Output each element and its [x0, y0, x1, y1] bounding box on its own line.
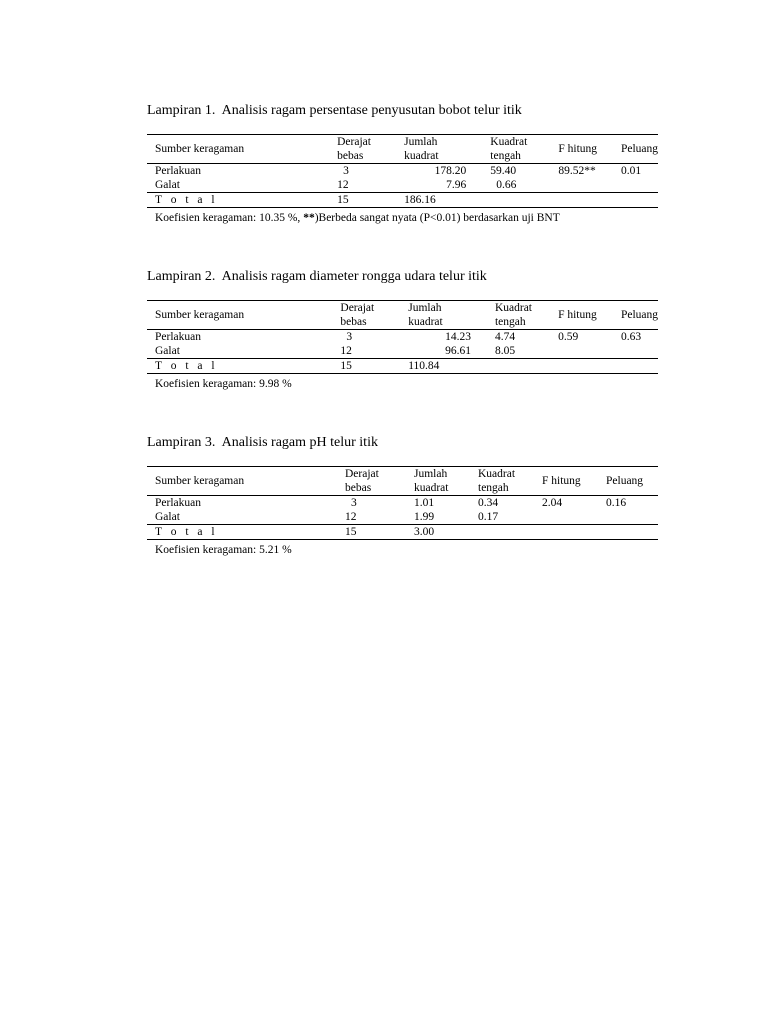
header-ss: [404, 135, 490, 164]
cell-df: 3: [343, 165, 349, 177]
cell-source: Perlakuan: [155, 165, 201, 177]
anova-table: [147, 300, 658, 374]
table-row: [147, 510, 658, 525]
total-label: T o t a l: [155, 526, 218, 538]
table-title: Lampiran 1. Analisis ragam persentase penyusutan bobot telur itik: [147, 103, 522, 118]
header-f: F hitung: [542, 475, 581, 487]
total-label: T o t a l: [155, 194, 218, 206]
header-ms: [495, 301, 558, 330]
cell-ss: 14.23: [445, 331, 471, 343]
cell-ms: 4.74: [494, 331, 516, 343]
anova-table: [147, 466, 658, 540]
cell-ms: 0.17: [478, 511, 499, 523]
total-ss: 110.84: [408, 360, 440, 372]
header-ms-line1: Kuadrat: [478, 468, 516, 480]
cell-df: 12: [337, 179, 349, 191]
total-df: 15: [345, 526, 357, 538]
cell-p: 0.01: [620, 165, 642, 177]
cell-f: [558, 178, 621, 193]
table-title: Lampiran 3. Analisis ragam pH telur itik: [147, 435, 378, 450]
header-ss: [414, 467, 478, 496]
cell-source: Galat: [155, 179, 180, 191]
anova-section-1: [147, 102, 658, 225]
table-title: Lampiran 2. Analisis ragam diameter rongga udara telur itik: [147, 269, 487, 284]
cell-f: [542, 510, 606, 525]
header-p: Peluang: [606, 475, 644, 487]
cell-p: [621, 344, 658, 359]
header-df-line2: bebas: [337, 150, 364, 162]
cell-p: [621, 178, 658, 193]
cell-source: Perlakuan: [155, 331, 201, 343]
header-ms-line2: tengah: [490, 150, 521, 162]
table-header-row: [147, 135, 658, 164]
header-ms-line1: Kuadrat: [494, 302, 532, 314]
header-ss: [408, 301, 495, 330]
cell-ss: 178.20: [434, 165, 467, 177]
header-source: Sumber keragaman: [155, 143, 245, 155]
header-f: F hitung: [558, 143, 598, 155]
table-row: [147, 330, 658, 345]
header-ss-line1: Jumlah: [404, 136, 438, 148]
table-header-row: [147, 467, 658, 496]
cell-source: Galat: [155, 345, 180, 357]
header-ms: [490, 135, 558, 164]
header-df-line1: Derajat: [337, 136, 371, 148]
header-df-line1: Derajat: [340, 302, 375, 314]
table-total-row: [147, 359, 658, 374]
header-ms-line2: tengah: [478, 482, 509, 494]
header-ss-line2: kuadrat: [414, 482, 449, 494]
cell-df: 3: [351, 497, 357, 509]
header-df: [340, 301, 408, 330]
header-ss-line2: kuadrat: [408, 316, 443, 328]
total-ss: 186.16: [404, 194, 436, 206]
cell-source: Galat: [155, 511, 180, 523]
header-source: Sumber keragaman: [155, 309, 245, 321]
note-bold-marker: **: [303, 212, 315, 224]
table-total-row: [147, 525, 658, 540]
cell-df: 3: [346, 331, 353, 343]
table-header-row: [147, 301, 658, 330]
cell-ss: 7.96: [446, 179, 467, 191]
cell-f: [558, 344, 621, 359]
table-note: [155, 211, 658, 225]
cell-f: 0.59: [558, 331, 579, 343]
cell-ms: 59.40: [490, 165, 517, 177]
cell-ms: 0.34: [478, 497, 499, 509]
anova-section-3: [147, 434, 658, 557]
cell-ss: 1.99: [414, 511, 435, 523]
cell-ms: 8.05: [494, 345, 516, 357]
header-df: [345, 467, 414, 496]
table-row: [147, 178, 658, 193]
header-source: Sumber keragaman: [155, 475, 245, 487]
table-note: Koefisien keragaman: 9.98 %: [155, 378, 292, 390]
cell-p: 0.16: [606, 497, 627, 509]
header-p: Peluang: [620, 143, 658, 155]
note-text: Koefisien keragaman: 10.35 %,: [155, 212, 304, 224]
header-ms: [478, 467, 542, 496]
cell-f: 89.52**: [558, 165, 596, 177]
table-note: Koefisien keragaman: 5.21 %: [155, 544, 292, 556]
cell-ss: 1.01: [414, 497, 435, 509]
header-p: Peluang: [620, 309, 658, 321]
header-ms-line1: Kuadrat: [490, 136, 528, 148]
cell-ss: 96.61: [445, 345, 471, 357]
header-df: [337, 135, 404, 164]
table-row: [147, 164, 658, 179]
header-f: F hitung: [558, 309, 597, 321]
table-row: [147, 496, 658, 511]
table-row: [147, 344, 658, 359]
cell-df: 12: [345, 511, 357, 523]
header-df-line2: bebas: [345, 482, 372, 494]
header-df-line1: Derajat: [345, 468, 379, 480]
header-ss-line1: Jumlah: [408, 302, 442, 314]
cell-source: Perlakuan: [155, 497, 201, 509]
table-total-row: [147, 193, 658, 208]
header-ss-line2: kuadrat: [404, 150, 439, 162]
total-df: 15: [340, 360, 352, 372]
cell-p: [606, 510, 658, 525]
total-label: T o t a l: [155, 360, 218, 372]
note-text-suffix: )Berbeda sangat nyata (P<0.01) berdasarkan uji BNT: [314, 212, 560, 224]
cell-p: 0.63: [620, 331, 642, 343]
cell-ms: 0.66: [496, 179, 517, 191]
total-ss: 3.00: [414, 526, 435, 538]
total-df: 15: [337, 194, 349, 206]
header-ms-line2: tengah: [494, 316, 526, 328]
anova-table: [147, 134, 658, 208]
cell-f: 2.04: [542, 497, 563, 509]
header-ss-line1: Jumlah: [414, 468, 448, 480]
cell-df: 12: [340, 345, 352, 357]
header-df-line2: bebas: [340, 316, 367, 328]
anova-section-2: [147, 268, 658, 391]
